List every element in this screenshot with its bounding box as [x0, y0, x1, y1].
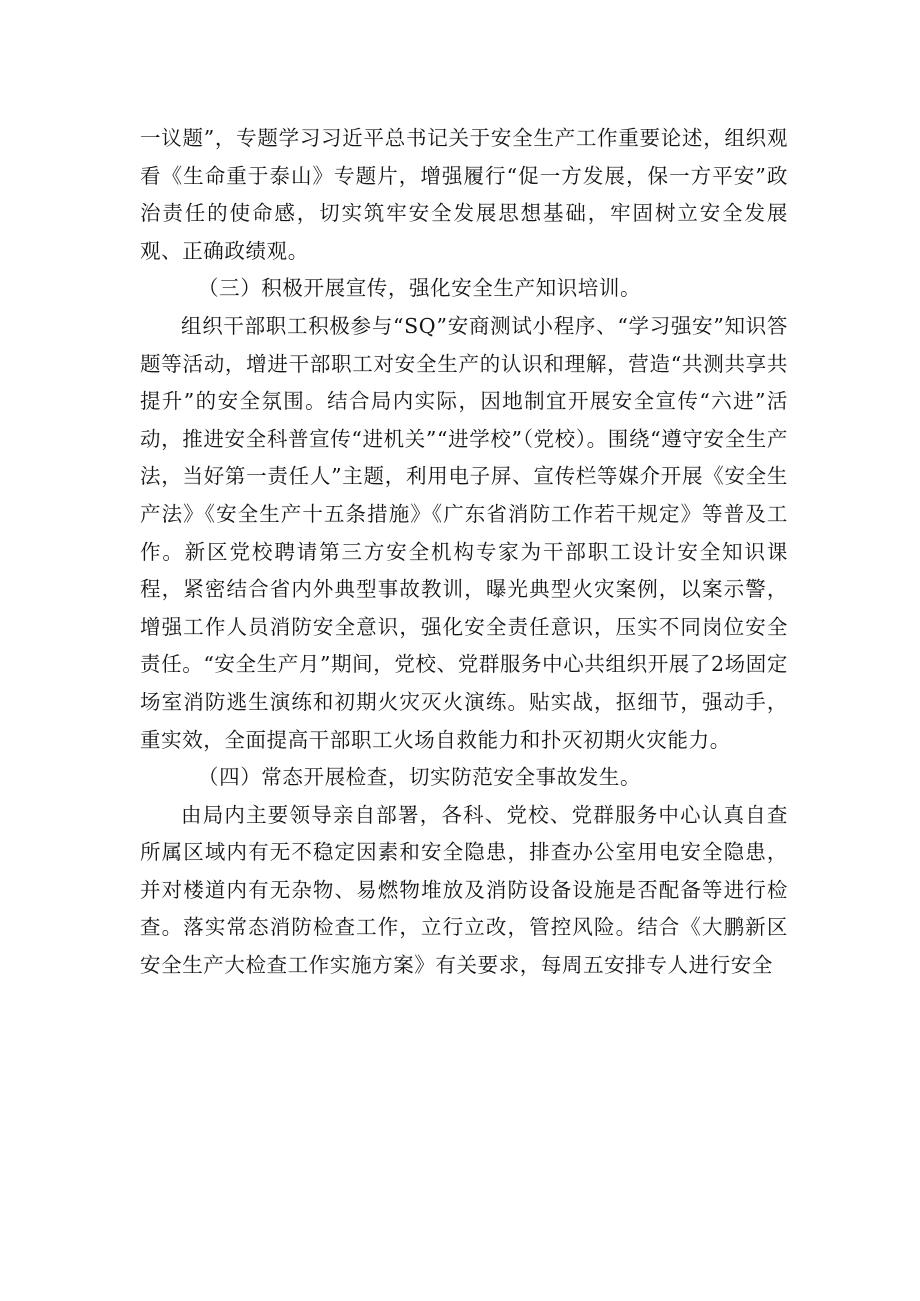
- document-body: [140, 120, 788, 985]
- section-heading-three: （三）积极开展宣传，强化安全生产知识培训。: [198, 276, 642, 301]
- paragraph-inspection: 由局内主要领导亲自部署，各科、党校、党群服务中心认真自查所属区域内有无不稳定因素和安全隐患，排查办公室用电安全隐患，并对楼道内有无杂物、易燃物堆放及消防设备设施是否配备等进行检查。落实常态消防检查工作，立行立改，管控风险。结合《大鹏新区安全生产大检查工作实施方案》有关要求，每周五安排专人进行安全: [140, 802, 788, 978]
- paragraph-publicity-training: 组织干部职工积极参与“SQ”安商测试小程序、“学习强安”知识答题等活动，增进干部职工对安全生产的认识和理解，营造“共测共享共提升”的安全氛围。结合局内实际，因地制宜开展安全宣传“六进”活动，推进安全科普宣传“进机关”“进学校”（党校）。围绕“遵守安全生产法，当好第一责任人”主题，利用电子屏、宣传栏等媒介开展《安全生产法》《安全生产十五条措施》《广东省消防工作若干规定》等普及工作。新区党校聘请第三方安全机构专家为干部职工设计安全知识课程，紧密结合省内外典型事故教训，曝光典型火灾案例，以案示警，增强工作人员消防安全意识，强化安全责任意识，压实不同岗位安全责任。“安全生产月”期间，党校、党群服务中心共组织开展了2场固定场室消防逃生演练和初期火灾灭火演练。贴实战，抠细节，强动手，重实效，全面提高干部职工火场自救能力和扑灭初期火灾能力。: [140, 313, 788, 752]
- paragraph-continuation: 一议题”，专题学习习近平总书记关于安全生产工作重要论述，组织观看《生命重于泰山》专题片，增强履行“促一方发展，保一方平安”政治责任的使命感，切实筑牢安全发展思想基础，牢固树立安全发展观、正确政绩观。: [140, 126, 788, 263]
- section-heading-four: （四）常态开展检查，切实防范安全事故发生。: [198, 765, 642, 790]
